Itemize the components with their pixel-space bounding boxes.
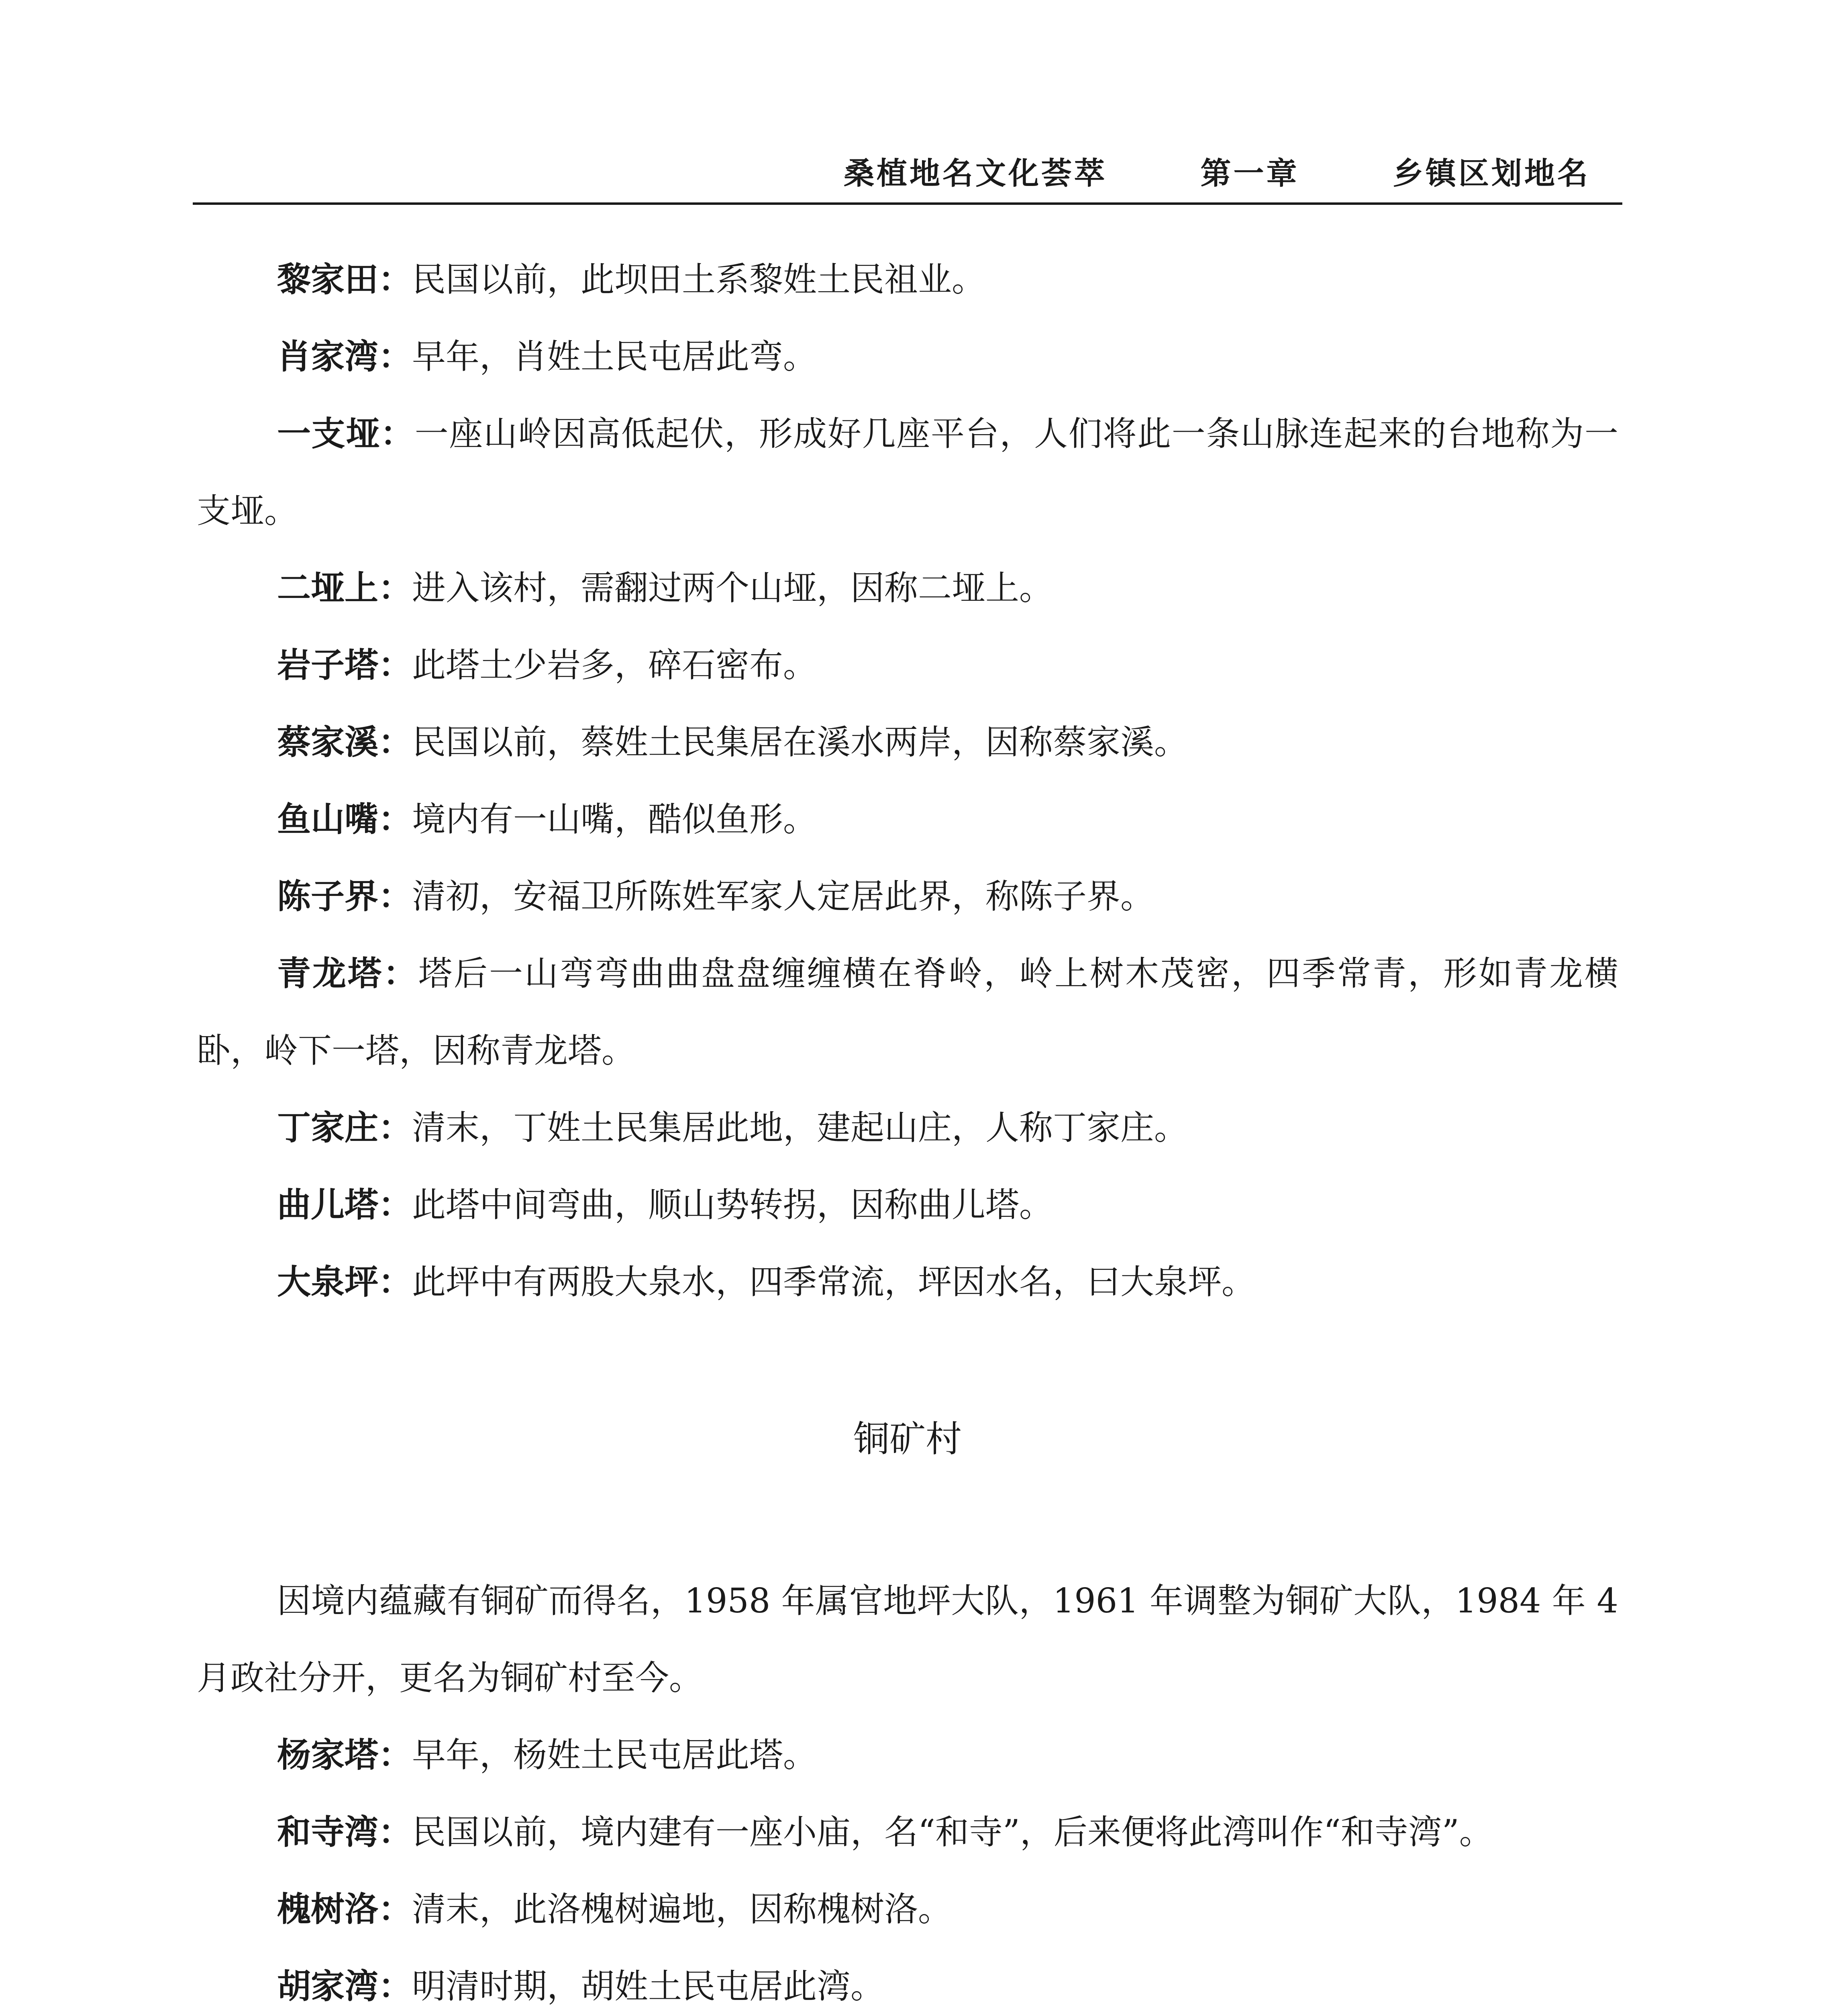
entry (197, 241, 1618, 318)
entry-text: 早年，杨姓土民屯居此塔。 (412, 1735, 817, 1775)
entry (197, 318, 1618, 395)
header-section: 乡镇区划地名 (1393, 155, 1590, 191)
entry-text: 早年，肖姓土民屯居此弯。 (412, 337, 817, 376)
entry-term: 二垭上： (277, 568, 412, 608)
entry (197, 1794, 1618, 1871)
entry-term: 黎家田： (277, 259, 412, 299)
entry (197, 858, 1618, 935)
entries-top (197, 241, 1618, 1320)
entry-term: 丁家庄： (277, 1108, 412, 1147)
entry (197, 626, 1618, 704)
entry-term: 槐树洛： (277, 1889, 412, 1929)
entry-term: 青龙塔： (277, 953, 418, 993)
village-intro: 因境内蕴藏有铜矿而得名，1958 年属官地坪大队，1961 年调整为铜矿大队，1984 年 4 月政社分开，更名为铜矿村至今。 (197, 1581, 1618, 1698)
entry-text: 境内有一山嘴，酷似鱼形。 (412, 800, 817, 839)
header-rule (193, 202, 1622, 205)
entry (197, 1948, 1618, 2008)
entry (197, 1871, 1618, 1948)
entry-text: 此坪中有两股大泉水，四季常流，坪因水名，曰大泉坪。 (412, 1262, 1256, 1302)
entry-term: 陈子界： (277, 876, 412, 916)
entry-text: 民国以前，此坝田土系黎姓土民祖业。 (412, 260, 986, 299)
entry-text: 此塔中间弯曲，顺山势转拐，因称曲儿塔。 (412, 1185, 1053, 1224)
entry-term: 鱼山嘴： (277, 799, 412, 839)
header-book-title: 桑植地名文化荟萃 (844, 155, 1108, 191)
entries-bottom (197, 1562, 1618, 2008)
entry-term: 蔡家溪： (277, 722, 412, 762)
entry-text: 民国以前，境内建有一座小庙，名“和寺”，后来便将此湾叫作“和寺湾”。 (412, 1812, 1493, 1852)
entry (197, 549, 1618, 626)
entry (197, 1166, 1618, 1243)
entry-term: 肖家湾： (277, 337, 412, 376)
entry (197, 1716, 1618, 1794)
entry-text: 此塔土少岩多，碎石密布。 (412, 645, 817, 685)
entry-term: 岩子塔： (277, 645, 412, 685)
entry-text: 明清时期，胡姓土民屯居此湾。 (412, 1967, 885, 2006)
entry (197, 1243, 1618, 1320)
entry-term: 曲儿塔： (277, 1185, 412, 1224)
entry (197, 781, 1618, 858)
header-text (844, 149, 1590, 193)
entry-term: 胡家湾： (277, 1966, 412, 2006)
entry-term: 和寺湾： (277, 1812, 412, 1852)
running-header (193, 145, 1622, 205)
page-body (197, 241, 1618, 2008)
entry-term: 杨家塔： (277, 1735, 412, 1775)
entry-text: 一座山岭因高低起伏，形成好几座平台，人们将此一条山脉连起来的台地称为一支垭。 (197, 414, 1618, 531)
entry-text: 清末，丁姓土民集居此地，建起山庄，人称丁家庄。 (412, 1108, 1188, 1147)
entry (197, 704, 1618, 781)
entry-text: 民国以前，蔡姓土民集居在溪水两岸，因称蔡家溪。 (412, 722, 1188, 762)
header-chapter: 第一章 (1200, 155, 1299, 191)
section-title: 铜矿村 (853, 1418, 962, 1460)
entry (197, 935, 1618, 1089)
entry (197, 395, 1618, 549)
entry-text: 清末，此洛槐树遍地，因称槐树洛。 (412, 1890, 952, 1929)
entry-text: 塔后一山弯弯曲曲盘盘缠缠横在脊岭，岭上树木茂密，四季常青，形如青龙横卧，岭下一塔，因称青龙塔。 (197, 954, 1618, 1070)
entry-term: 一支垭： (277, 414, 415, 453)
entry-term: 大泉坪： (277, 1262, 412, 1302)
entry-text: 清初，安福卫所陈姓军家人定居此界，称陈子界。 (412, 877, 1154, 916)
entry (197, 1089, 1618, 1166)
entry-text: 进入该村，需翻过两个山垭，因称二垭上。 (412, 568, 1053, 608)
